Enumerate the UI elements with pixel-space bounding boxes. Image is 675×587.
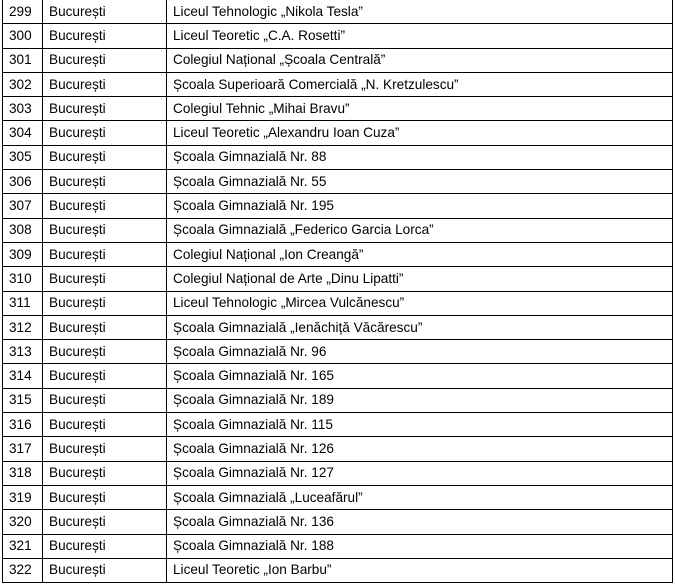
table-row	[3, 558, 673, 582]
row-number-cell: 301	[3, 48, 43, 72]
city-cell: București	[43, 510, 167, 534]
row-number-cell: 307	[3, 194, 43, 218]
table-row	[3, 72, 673, 96]
row-number-cell: 300	[3, 24, 43, 48]
row-number-cell: 299	[3, 0, 43, 24]
table-row	[3, 364, 673, 388]
table-row	[3, 145, 673, 169]
table-row	[3, 242, 673, 266]
row-number-cell: 311	[3, 291, 43, 315]
school-name-cell: Școala Gimnazială Nr. 195	[167, 194, 673, 218]
row-number-cell: 314	[3, 364, 43, 388]
school-name-cell: Colegiul Național de Arte „Dinu Lipatti”	[167, 267, 673, 291]
school-name-cell: Școala Gimnazială Nr. 127	[167, 461, 673, 485]
row-number-cell: 316	[3, 413, 43, 437]
table-row	[3, 170, 673, 194]
table-row	[3, 485, 673, 509]
school-name-cell: Școala Gimnazială Nr. 188	[167, 534, 673, 558]
row-number-cell: 305	[3, 145, 43, 169]
city-cell: București	[43, 413, 167, 437]
school-name-cell: Colegiul Național „Școala Centrală”	[167, 48, 673, 72]
school-name-cell: Colegiul Național „Ion Creangă”	[167, 242, 673, 266]
row-number-cell: 309	[3, 242, 43, 266]
city-cell: București	[43, 170, 167, 194]
row-number-cell: 306	[3, 170, 43, 194]
row-number-cell: 313	[3, 340, 43, 364]
table-row	[3, 97, 673, 121]
row-number-cell: 312	[3, 315, 43, 339]
city-cell: București	[43, 24, 167, 48]
table-row	[3, 194, 673, 218]
city-cell: București	[43, 97, 167, 121]
table-row	[3, 291, 673, 315]
school-name-cell: Școala Gimnazială Nr. 115	[167, 413, 673, 437]
table-row	[3, 48, 673, 72]
city-cell: București	[43, 485, 167, 509]
city-cell: București	[43, 558, 167, 582]
city-cell: București	[43, 194, 167, 218]
city-cell: București	[43, 388, 167, 412]
school-name-cell: Școala Gimnazială Nr. 136	[167, 510, 673, 534]
city-cell: București	[43, 340, 167, 364]
school-name-cell: Liceul Teoretic „Ion Barbu”	[167, 558, 673, 582]
school-name-cell: Școala Gimnazială Nr. 126	[167, 437, 673, 461]
row-number-cell: 315	[3, 388, 43, 412]
city-cell: București	[43, 218, 167, 242]
city-cell: București	[43, 242, 167, 266]
city-cell: București	[43, 121, 167, 145]
city-cell: București	[43, 437, 167, 461]
row-number-cell: 303	[3, 97, 43, 121]
table-row	[3, 0, 673, 24]
school-name-cell: Școala Gimnazială Nr. 165	[167, 364, 673, 388]
row-number-cell: 308	[3, 218, 43, 242]
schools-table-body	[3, 0, 673, 583]
school-name-cell: Liceul Teoretic „C.A. Rosetti”	[167, 24, 673, 48]
row-number-cell: 317	[3, 437, 43, 461]
table-row	[3, 461, 673, 485]
school-name-cell: Școala Gimnazială Nr. 189	[167, 388, 673, 412]
row-number-cell: 321	[3, 534, 43, 558]
row-number-cell: 319	[3, 485, 43, 509]
table-row	[3, 315, 673, 339]
table-row	[3, 24, 673, 48]
school-name-cell: Școala Superioară Comercială „N. Kretzulescu”	[167, 72, 673, 96]
table-row	[3, 534, 673, 558]
table-row	[3, 510, 673, 534]
school-name-cell: Școala Gimnazială Nr. 55	[167, 170, 673, 194]
city-cell: București	[43, 315, 167, 339]
table-row	[3, 267, 673, 291]
city-cell: București	[43, 534, 167, 558]
school-name-cell: Liceul Teoretic „Alexandru Ioan Cuza”	[167, 121, 673, 145]
table-row	[3, 121, 673, 145]
school-name-cell: Școala Gimnazială „Luceafărul”	[167, 485, 673, 509]
city-cell: București	[43, 0, 167, 24]
city-cell: București	[43, 145, 167, 169]
schools-table	[2, 0, 673, 583]
school-name-cell: Școala Gimnazială „Ienăchiță Văcărescu”	[167, 315, 673, 339]
table-row	[3, 340, 673, 364]
row-number-cell: 304	[3, 121, 43, 145]
school-name-cell: Școala Gimnazială Nr. 88	[167, 145, 673, 169]
table-row	[3, 218, 673, 242]
school-name-cell: Liceul Tehnologic „Nikola Tesla”	[167, 0, 673, 24]
city-cell: București	[43, 72, 167, 96]
row-number-cell: 320	[3, 510, 43, 534]
city-cell: București	[43, 364, 167, 388]
row-number-cell: 302	[3, 72, 43, 96]
city-cell: București	[43, 291, 167, 315]
row-number-cell: 318	[3, 461, 43, 485]
row-number-cell: 310	[3, 267, 43, 291]
city-cell: București	[43, 267, 167, 291]
table-row	[3, 437, 673, 461]
row-number-cell: 322	[3, 558, 43, 582]
school-name-cell: Colegiul Tehnic „Mihai Bravu”	[167, 97, 673, 121]
city-cell: București	[43, 48, 167, 72]
school-name-cell: Școala Gimnazială Nr. 96	[167, 340, 673, 364]
city-cell: București	[43, 461, 167, 485]
table-row	[3, 413, 673, 437]
table-row	[3, 388, 673, 412]
school-name-cell: Liceul Tehnologic „Mircea Vulcănescu”	[167, 291, 673, 315]
school-name-cell: Școala Gimnazială „Federico Garcia Lorca”	[167, 218, 673, 242]
